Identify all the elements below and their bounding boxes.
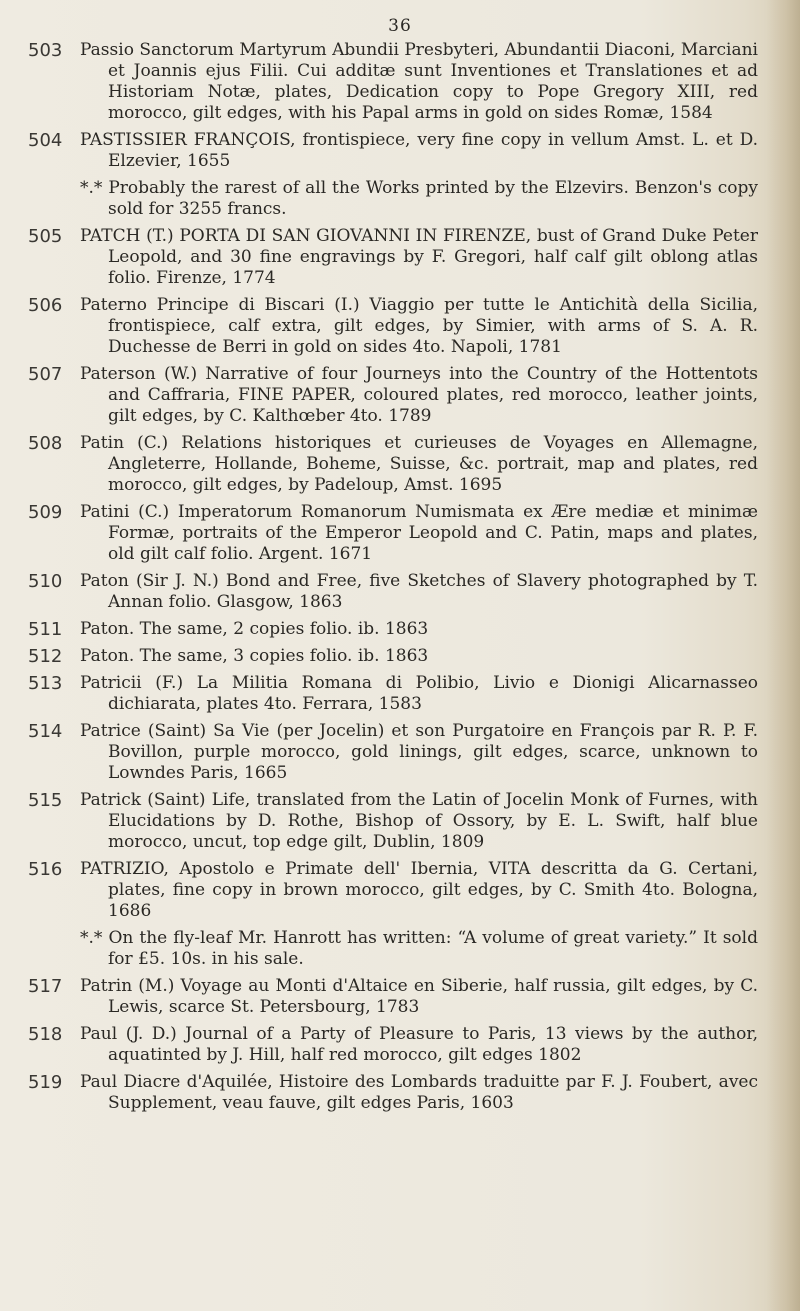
lot-number: 503: [28, 40, 63, 61]
lot-number: 516: [28, 859, 63, 880]
lot-entry: [28, 646, 758, 667]
lot-note-text: *.* Probably the rarest of all the Works printed by the Elzevirs. Benzon's copy sold for 3255 francs.: [80, 178, 758, 219]
lot-description: Paton (Sir J. N.) Bond and Free, five Sketches of Slavery photographed by T. Annan folio. Glasgow, 1863: [80, 571, 758, 612]
lot-description: Patin (C.) Relations historiques et curieuses de Voyages en Allemagne, Angleterre, Hollande, Boheme, Suisse, &c. portrait, map and plates, red morocco, gilt edges, by Padeloup, Amst. 1695: [80, 433, 758, 495]
lot-note: [28, 928, 758, 970]
catalogue-list: [28, 40, 758, 1120]
lot-entry: [28, 859, 758, 922]
lot-entry: [28, 226, 758, 289]
lot-number: 512: [28, 646, 63, 667]
lot-entry: [28, 364, 758, 427]
lot-description: PATRIZIO, Apostolo e Primate dell' Ibernia, VITA descritta da G. Certani, plates, fine copy in brown morocco, gilt edges, by C. Smith 4to. Bologna, 1686: [80, 859, 758, 921]
lot-number: 507: [28, 364, 63, 385]
lot-entry: [28, 571, 758, 613]
lot-number: 510: [28, 571, 63, 592]
lot-entry: [28, 295, 758, 358]
lot-number: 518: [28, 1024, 63, 1045]
lot-description: PASTISSIER FRANÇOIS, frontispiece, very fine copy in vellum Amst. L. et D. Elzevier, 1655: [80, 130, 758, 171]
page-number: 36: [388, 16, 412, 36]
lot-description: Patricii (F.) La Militia Romana di Polibio, Livio e Dionigi Alicarnasseo dichiarata, plates 4to. Ferrara, 1583: [80, 673, 758, 714]
lot-description: Patrin (M.) Voyage au Monti d'Altaice en Siberie, half russia, gilt edges, by C. Lewis, scarce St. Petersbourg, 1783: [80, 976, 758, 1017]
lot-number: 515: [28, 790, 63, 811]
lot-note-text: *.* On the fly-leaf Mr. Hanrott has written: “A volume of great variety.” It sold for £5. 10s. in his sale.: [80, 928, 758, 969]
lot-entry: [28, 721, 758, 784]
lot-description: Paul Diacre d'Aquilée, Histoire des Lombards traduitte par F. J. Foubert, avec Supplement, veau fauve, gilt edges Paris, 1603: [80, 1072, 758, 1113]
lot-description: Passio Sanctorum Martyrum Abundii Presbyteri, Abundantii Diaconi, Marciani et Joannis ejus Filii. Cui additæ sunt Inventiones et Translationes et ad Historiam Notæ, plates, Dedication copy to Pope Gregory XIII, red morocco, gilt edges, with his Papal arms in gold on sides Romæ, 1584: [80, 40, 758, 123]
lot-entry: [28, 1024, 758, 1066]
lot-description: Paterson (W.) Narrative of four Journeys into the Country of the Hottentots and Caffraria, FINE PAPER, coloured plates, red morocco, leather joints, gilt edges, by C. Kalthœber 4to. 1789: [80, 364, 758, 426]
lot-note: [28, 178, 758, 220]
lot-entry: [28, 976, 758, 1018]
page-edge-shadow: [766, 0, 800, 1311]
lot-number: 504: [28, 130, 63, 151]
lot-entry: [28, 790, 758, 853]
lot-description: Paterno Principe di Biscari (I.) Viaggio per tutte le Antichità della Sicilia, frontispiece, calf extra, gilt edges, by Simier, with arms of S. A. R. Duchesse de Berri in gold on sides 4to. Napoli, 1781: [80, 295, 758, 357]
lot-entry: [28, 673, 758, 715]
lot-entry: [28, 40, 758, 124]
lot-description: Paton. The same, 2 copies folio. ib. 1863: [80, 619, 429, 639]
lot-number: 511: [28, 619, 63, 640]
lot-entry: [28, 433, 758, 496]
lot-description: Patrice (Saint) Sa Vie (per Jocelin) et son Purgatoire en François par R. P. F. Bovillon, purple morocco, gold linings, gilt edges, scarce, unknown to Lowndes Paris, 1665: [80, 721, 758, 783]
lot-entry: [28, 1072, 758, 1114]
lot-number: 519: [28, 1072, 63, 1093]
lot-description: PATCH (T.) PORTA DI SAN GIOVANNI IN FIRENZE, bust of Grand Duke Peter Leopold, and 30 fine engravings by F. Gregori, half calf gilt oblong atlas folio. Firenze, 1774: [80, 226, 758, 288]
lot-number: 513: [28, 673, 63, 694]
lot-number: 509: [28, 502, 63, 523]
lot-entry: [28, 619, 758, 640]
lot-entry: [28, 502, 758, 565]
lot-number: 517: [28, 976, 63, 997]
lot-number: 505: [28, 226, 63, 247]
lot-description: Paul (J. D.) Journal of a Party of Pleasure to Paris, 13 views by the author, aquatinted by J. Hill, half red morocco, gilt edges 1802: [80, 1024, 758, 1065]
lot-number: 506: [28, 295, 63, 316]
lot-description: Patrick (Saint) Life, translated from the Latin of Jocelin Monk of Furnes, with Elucidations by D. Rothe, Bishop of Ossory, by E. L. Swift, half blue morocco, uncut, top edge gilt, Dublin, 1809: [80, 790, 758, 852]
lot-number: 508: [28, 433, 63, 454]
lot-entry: [28, 130, 758, 172]
lot-number: 514: [28, 721, 63, 742]
lot-description: Paton. The same, 3 copies folio. ib. 1863: [80, 646, 429, 666]
lot-description: Patini (C.) Imperatorum Romanorum Numismata ex Ære mediæ et minimæ Formæ, portraits of the Emperor Leopold and C. Patin, maps and plates, old gilt calf folio. Argent. 1671: [80, 502, 758, 564]
